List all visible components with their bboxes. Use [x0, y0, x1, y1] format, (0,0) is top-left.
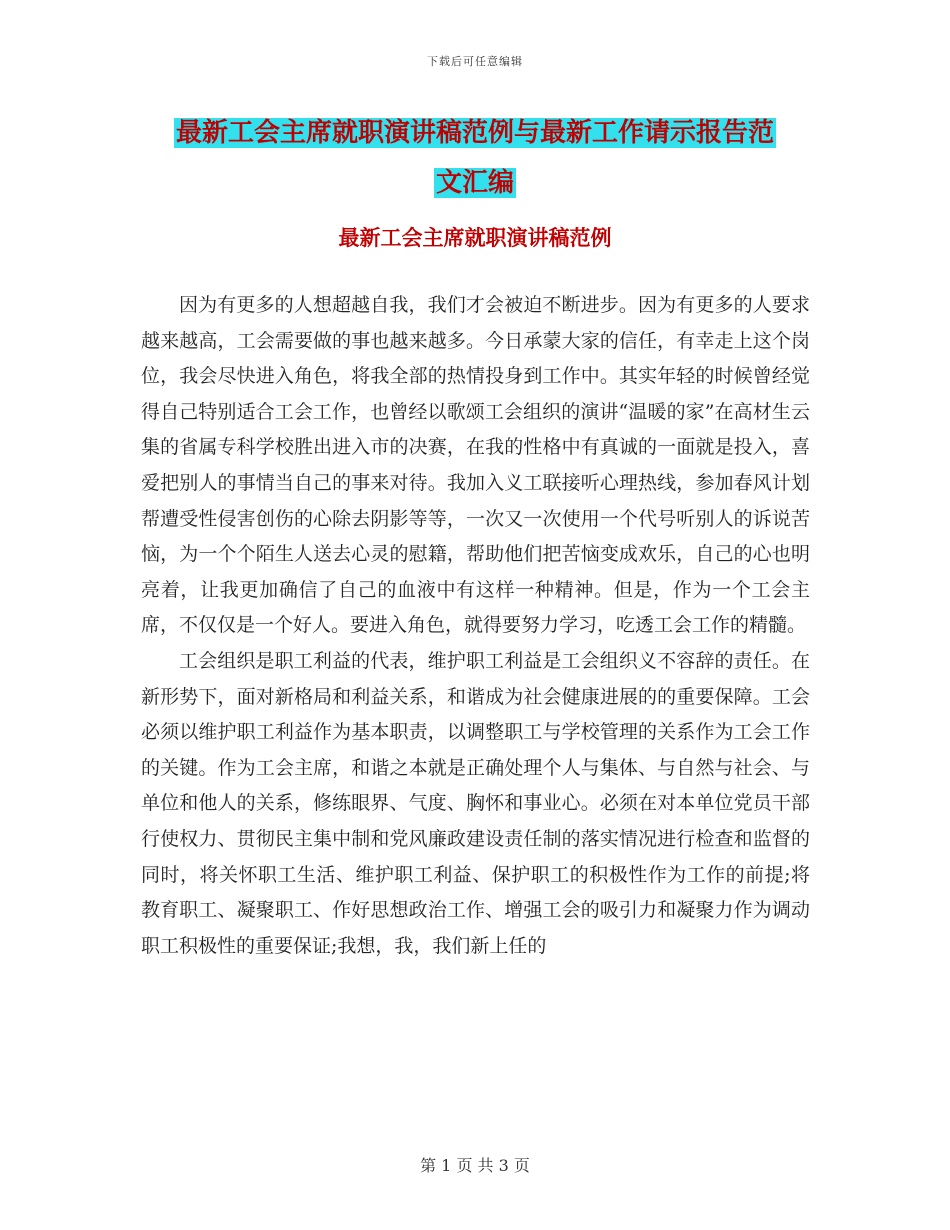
- page-header-note: 下载后可任意编辑: [427, 55, 523, 68]
- paragraph-1: 因为有更多的人想超越自我，我们才会被迫不断进步。因为有更多的人要求越来越高，工会需要做的事也越来越多。今日承蒙大家的信任，有幸走上这个岗位，我会尽快进入角色，将我全部的热情投身到工作中。其实年轻的时候曾经觉得自己特别适合工会工作，也曾经以歌颂工会组织的演讲“温暖的家”在高材生云集的省属专科学校胜出进入市的决赛，在我的性格中有真诚的一面就是投入，喜爱把别人的事情当自己的事来对待。我加入义工联接听心理热线，参加春风计划帮遭受性侵害创伤的心除去阴影等等，一次又一次使用一个代号听别人的诉说苦恼，为一个个陌生人送去心灵的慰籍，帮助他们把苦恼变成欢乐，自己的心也明亮着，让我更加确信了自己的血液中有这样一种精神。但是，作为一个工会主席，不仅仅是一个好人。要进入角色，就得要努力学习，吃透工会工作的精髓。: [141, 294, 810, 637]
- page-footer: 第 1 页 共 3 页: [420, 1156, 530, 1175]
- section-title: 最新工会主席就职演讲稿范例: [338, 225, 612, 250]
- paragraph-2: 工会组织是职工利益的代表，维护职工利益是工会组织义不容辞的责任。在新形势下，面对新格局和利益关系，和谐成为社会健康进展的的重要保障。工会必须以维护职工利益作为基本职责，以调整职工与学校管理的关系作为工会工作的关键。作为工会主席，和谐之本就是正确处理个人与集体、与自然与社会、与单位和他人的关系，修练眼界、气度、胸怀和事业心。必须在对本单位党员干部行使权力、贯彻民主集中制和党风廉政建设责任制的落实情况进行检查和监督的同时，将关怀职工生活、维护职工利益、保护职工的积极性作为工作的前提;将教育职工、凝聚职工、作好思想政治工作、增强工会的吸引力和凝聚力作为调动职工积极性的重要保证;我想，我，我们新上任的: [141, 649, 810, 957]
- document-title-line2: 文汇编: [435, 168, 514, 198]
- document-title: [140, 108, 810, 208]
- body-text: [141, 288, 810, 964]
- document-title-line1: 最新工会主席就职演讲稿范例与最新工作请示报告范: [175, 118, 774, 148]
